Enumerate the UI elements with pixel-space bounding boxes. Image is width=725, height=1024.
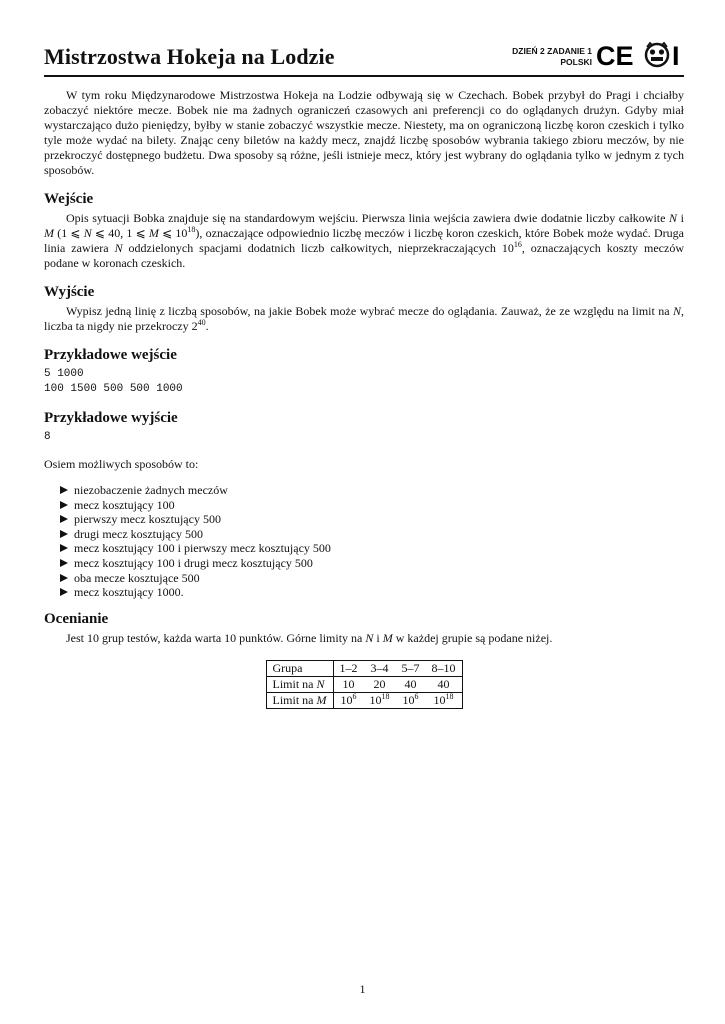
limits-table	[266, 660, 463, 709]
table-cell: $10^{18}$	[426, 692, 463, 708]
sample-output-heading: Przykładowe wyjście	[44, 410, 178, 426]
scoring-heading: Ocenianie	[44, 610, 109, 627]
output-paragraph: Wypisz jedną linię z liczbą sposobów, na jakie Bobek może wybrać mecze do oglądania. Zauważ, że ze względu na limit na N, liczba ta nigdy nie przekroczy $2^{40}$.	[44, 304, 684, 333]
bullet-triangle-icon	[60, 574, 68, 582]
page-number: 1	[359, 982, 366, 996]
task-meta	[512, 46, 592, 68]
bullet-triangle-icon	[60, 501, 68, 509]
input-paragraph: Opis sytuacji Bobka znajduje się na standardowym wejściu. Pierwsza linia wejścia zawiera dwie dodatnie liczby całkowite N i M (1 ⩽ N ⩽ 40, 1 ⩽ M ⩽ $10^{18}$), oznaczające odpowiednio liczbę meczów i liczbę koron czeskich, które Bobek może wydać. Druga linia zawiera N oddzielonych spacjami dodatnich liczb całkowitych, nieprzekraczających $10^{16}$, oznaczających koszty meczów podane w koronach czeskich.	[44, 211, 684, 270]
scoring-paragraph: Jest 10 grup testów, każda warta 10 punktów. Górne limity na N i M w każdej grupie są podane niżej.	[66, 630, 553, 645]
sample-input-line-2: 100 1500 500 500 1000	[44, 383, 183, 395]
output-heading: Wyjście	[44, 284, 95, 300]
table-cell: $10^6$	[333, 692, 364, 708]
list-item: mecz kosztujący 100 i drugi mecz kosztujący 500	[60, 556, 684, 571]
table-row	[266, 676, 462, 692]
page-header	[44, 40, 684, 74]
bullet-triangle-icon	[60, 559, 68, 567]
table-cell: 1–2	[333, 660, 364, 676]
list-item: mecz kosztujący 100	[60, 498, 684, 513]
table-cell: 40	[426, 676, 463, 692]
list-item: oba mecze kosztujące 500	[60, 571, 684, 586]
table-cell: $10^{18}$	[364, 692, 396, 708]
table-cell: 10	[333, 676, 364, 692]
input-heading: Wejście	[44, 191, 94, 207]
logo-mascot-icon	[646, 43, 668, 66]
table-cell: 5–7	[396, 660, 426, 676]
ways-list	[44, 483, 684, 600]
list-item: mecz kosztujący 1000.	[60, 585, 684, 600]
bullet-triangle-icon	[60, 486, 68, 494]
table-cell: Grupa	[266, 660, 333, 676]
table-row	[266, 692, 462, 708]
sample-output-value: 8	[44, 431, 51, 443]
sample-input-heading: Przykładowe wejście	[44, 347, 177, 363]
logo-text-right: I	[672, 41, 680, 70]
bullet-triangle-icon	[60, 588, 68, 596]
list-item: pierwszy mecz kosztujący 500	[60, 512, 684, 527]
statement-body	[44, 86, 684, 709]
table-cell: 8–10	[426, 660, 463, 676]
ways-intro: Osiem możliwych sposobów to:	[44, 457, 199, 471]
table-cell: Limit na M	[266, 692, 333, 708]
ceoi-logo	[596, 40, 684, 70]
table-row	[266, 660, 462, 676]
table-cell: 20	[364, 676, 396, 692]
bullet-triangle-icon	[60, 515, 68, 523]
header-rule	[44, 75, 684, 77]
bullet-triangle-icon	[60, 530, 68, 538]
table-cell: 3–4	[364, 660, 396, 676]
list-item: drugi mecz kosztujący 500	[60, 527, 684, 542]
task-day-label: DZIEŃ 2 ZADANIE 1	[512, 46, 592, 56]
list-item: mecz kosztujący 100 i pierwszy mecz kosztujący 500	[60, 541, 684, 556]
table-cell: 40	[396, 676, 426, 692]
intro-paragraph: W tym roku Międzynarodowe Mistrzostwa Hokeja na Lodzie odbywają się w Czechach. Bobek przybył do Pragi i chciałby zobaczyć niektóre mecze. Bobek nie ma żadnych ograniczeń czasowych ani preferencji co do oglądanych drużyn. Gdyby miał wystarczająco dużo pieniędzy, byłby w stanie zobaczyć wszystkie mecze. Niestety, ma on ograniczoną liczbę koron czeskich i tylko tyle może wydać na bilety. Znając ceny biletów na każdy mecz, znajdź liczbę sposobów wybrania takiego zbioru meczów, by nie przekroczyć dostępnego budżetu. Dwa sposoby są różne, jeśli istnieje mecz, który jest wybrany do oglądania tylko w jednym z tych sposobów.	[44, 88, 684, 177]
bullet-triangle-icon	[60, 544, 68, 552]
page-title: Mistrzostwa Hokeja na Lodzie	[44, 44, 335, 69]
task-language-label: POLSKI	[560, 57, 592, 67]
table-cell: $10^6$	[396, 692, 426, 708]
logo-text-left: CE	[596, 41, 634, 70]
table-cell: Limit na N	[266, 676, 333, 692]
list-item: niezobaczenie żadnych meczów	[60, 483, 684, 498]
sample-input-line-1: 5 1000	[44, 368, 84, 380]
